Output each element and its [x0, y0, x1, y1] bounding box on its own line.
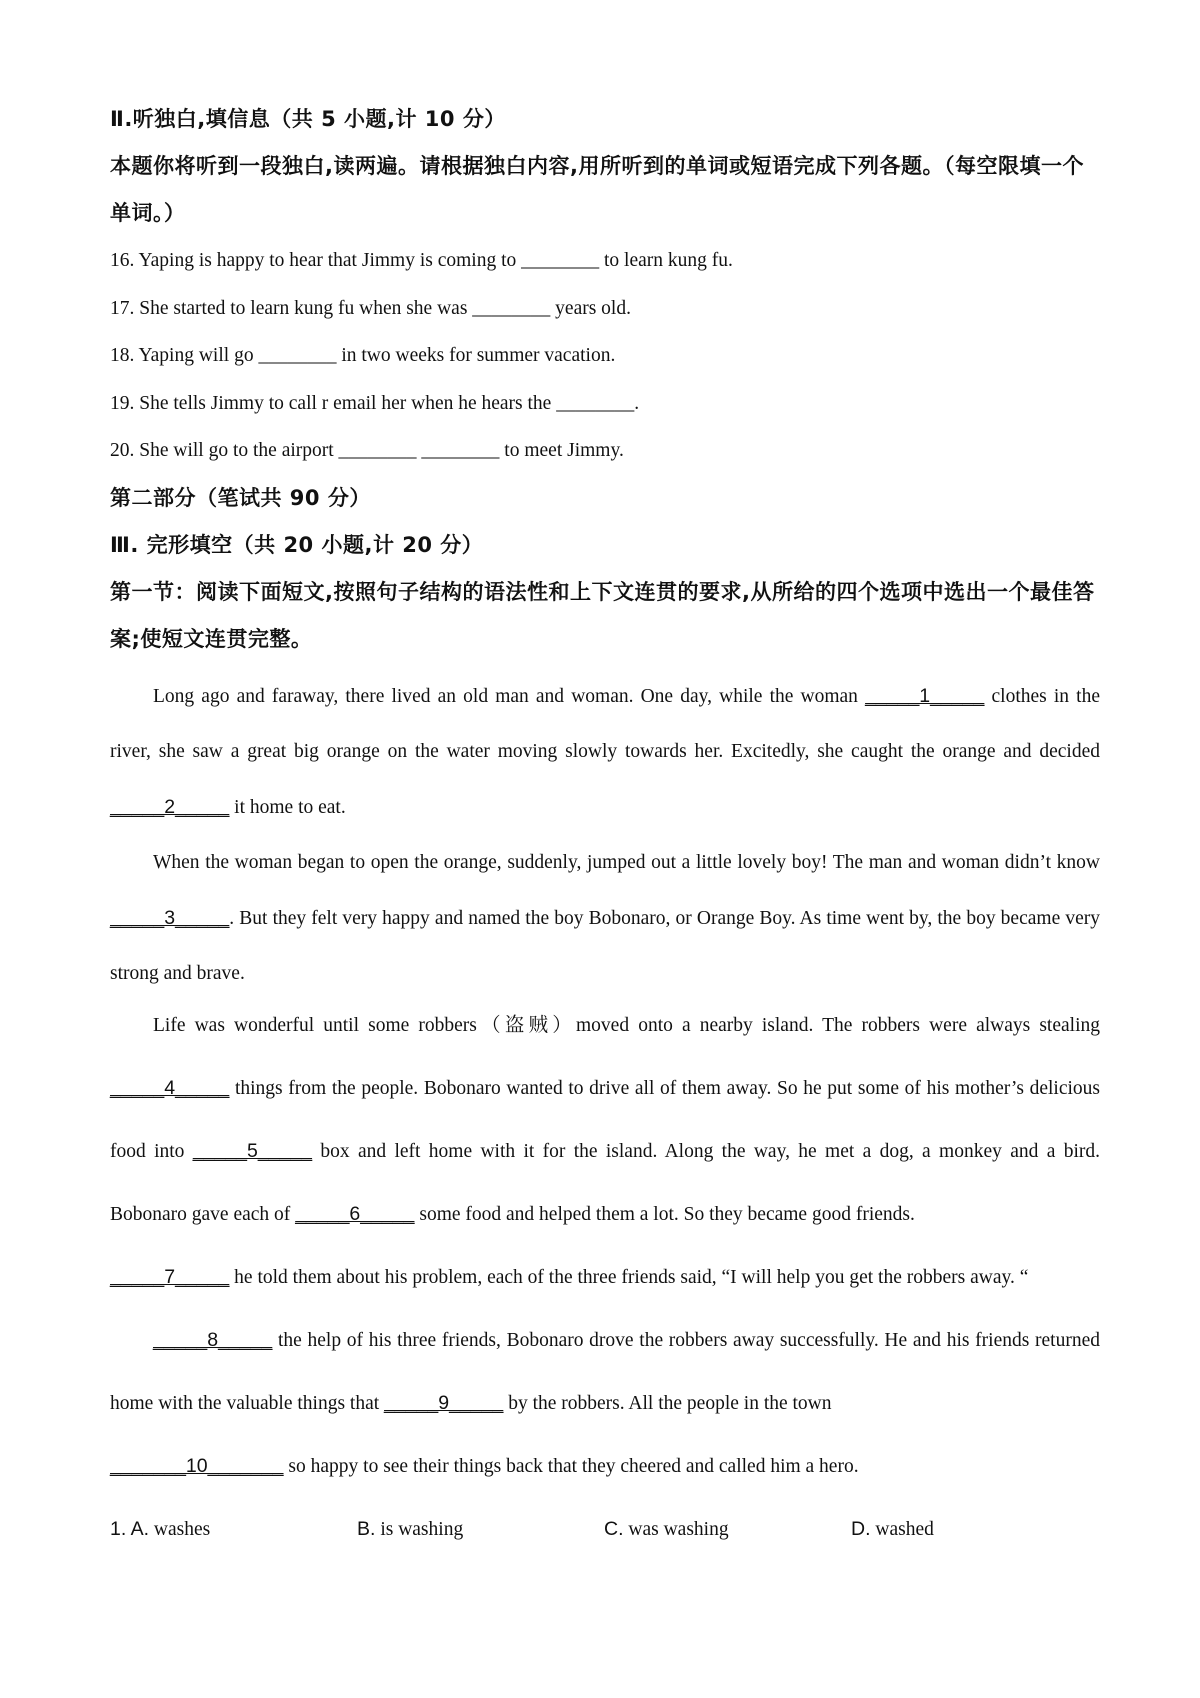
passage-text: he told them about his problem, each of the three friends said, “I will help you get the robbers away. “: [229, 1266, 1029, 1288]
passage-text: clothes in the river, she saw a great big orange on the water moving slowly towards her. Excitedly, she caught the orange and decided: [110, 685, 1100, 762]
section-3-instructions: 第一节：阅读下面短文,按照句子结构的语法性和上下文连贯的要求,从所给的四个选项中选出一个最佳答案;使短文连贯完整。: [110, 579, 1095, 651]
question-18: 18. Yaping will go ________ in two weeks for summer vacation.: [110, 345, 616, 366]
option-a: [110, 1506, 357, 1553]
option-text: is washing: [375, 1518, 464, 1540]
passage-text: Life was wonderful until some robbers（盗贼）moved onto a nearby island. The robbers were always stealing: [153, 1014, 1100, 1036]
question-19: 19. She tells Jimmy to call r email her when he hears the ________.: [110, 392, 640, 414]
blank-5: _____5_____: [192, 1139, 313, 1162]
passage-text: When the woman began to open the orange, suddenly, jumped out a little lovely boy! The man and woman didn’t know: [153, 852, 1100, 873]
part-2-title: 第二部分（笔试共 90 分）: [110, 485, 371, 510]
exam-page: [110, 96, 1100, 1553]
blank-10: _______10_______: [110, 1454, 284, 1477]
passage-text: by the robbers. All the people in the town: [503, 1392, 832, 1414]
passage-text: box and left home with it for the island. Along the way, he met a dog, a monkey and a bird. Bobonaro gave each of: [110, 1140, 1100, 1225]
blank-9: _____9_____: [384, 1391, 504, 1414]
cloze-passage: [110, 669, 1100, 1498]
option-text: washes: [149, 1518, 211, 1540]
passage-text: some food and helped them a lot. So they became good friends.: [414, 1203, 915, 1225]
question-16: 16. Yaping is happy to hear that Jimmy is coming to ________ to learn kung fu.: [110, 250, 733, 271]
option-label: D.: [851, 1517, 871, 1540]
passage-text: . But they felt very happy and named the boy Bobonaro, or Orange Boy. As time went by, the boy became very strong and brave.: [110, 907, 1100, 984]
passage-paragraph-4: [110, 1309, 1100, 1435]
question-17: 17. She started to learn kung fu when she was ________ years old.: [110, 297, 631, 319]
passage-text: the help of his three friends, Bobonaro drove the robbers away successfully. He and his friends returned home with the valuable things that: [110, 1329, 1100, 1414]
blank-2: _____2_____: [110, 795, 230, 818]
option-c: [604, 1506, 851, 1553]
passage-paragraph-3: [110, 994, 1100, 1309]
passage-text: Long ago and faraway, there lived an old man and woman. One day, while the woman: [153, 685, 866, 707]
passage-text: things from the people. Bobonaro wanted to drive all of them away. So he put some of his mother’s delicious food into: [110, 1077, 1100, 1162]
section-3-title: Ⅲ. 完形填空（共 20 小题,计 20 分）: [110, 532, 484, 557]
blank-3: _____3_____: [110, 906, 230, 929]
question-20: 20. She will go to the airport ________ ________ to meet Jimmy.: [110, 440, 624, 461]
passage-text: it home to eat.: [229, 796, 346, 818]
blank-8: _____8_____: [153, 1328, 273, 1351]
option-text: was washing: [623, 1518, 729, 1540]
passage-text: so happy to see their things back that they cheered and called him a hero.: [283, 1455, 859, 1477]
blank-1: _____1_____: [865, 684, 985, 707]
option-label: C.: [604, 1517, 624, 1540]
option-label: B.: [357, 1517, 376, 1540]
option-text: washed: [870, 1518, 934, 1540]
listening-questions: [110, 237, 1100, 475]
passage-paragraph-1: [110, 669, 1100, 836]
section-2-title: Ⅱ.听独白,填信息（共 5 小题,计 10 分）: [110, 107, 506, 131]
question-1-options: [110, 1506, 1100, 1553]
passage-paragraph-5: [110, 1435, 1100, 1498]
option-b: [357, 1506, 604, 1553]
blank-4: _____4_____: [110, 1076, 230, 1099]
section-2-instructions: 本题你将听到一段独白,读两遍。请根据独白内容,用所听到的单词或短语完成下列各题。（每空限填一个单词。）: [110, 154, 1084, 225]
passage-paragraph-2: [110, 835, 1100, 1002]
blank-6: _____6_____: [295, 1202, 415, 1225]
blank-7: _____7_____: [110, 1265, 230, 1288]
option-label: 1. A.: [110, 1517, 150, 1540]
option-d: [851, 1506, 1098, 1553]
